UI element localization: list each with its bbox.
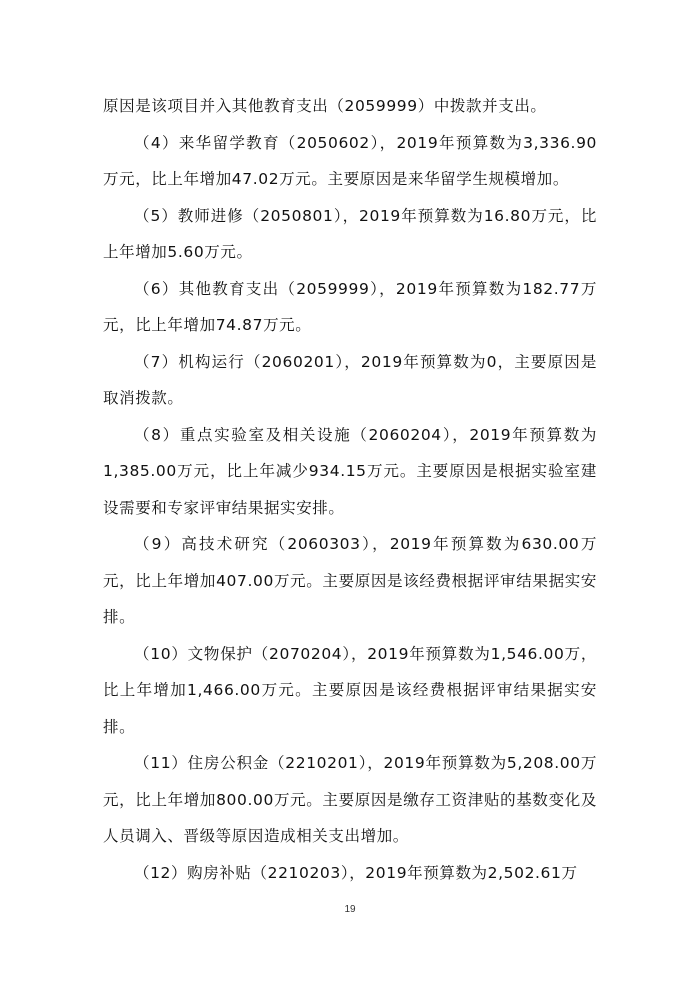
paragraph-item-7: （7）机构运行（2060201），2019年预算数为0，主要原因是取消拨款。 [103,352,597,407]
paragraph-item-5: （5）教师进修（2050801），2019年预算数为16.80万元，比上年增加5.60万元。 [103,206,597,261]
paragraph-item-6: （6）其他教育支出（2059999），2019年预算数为182.77万元，比上年增加74.87万元。 [103,279,597,334]
paragraph-item-4: （4）来华留学教育（2050602），2019年预算数为3,336.90万元，比上年增加47.02万元。主要原因是来华留学生规模增加。 [103,133,597,188]
paragraph-item-10: （10）文物保护（2070204），2019年预算数为1,546.00万，比上年增加1,466.00万元。主要原因是该经费根据评审结果据实安排。 [103,644,597,736]
paragraph-continuation: 原因是该项目并入其他教育支出（2059999）中拨款并支出。 [103,97,547,115]
paragraph-item-8: （8）重点实验室及相关设施（2060204），2019年预算数为1,385.00万元，比上年减少934.15万元。主要原因是根据实验室建设需要和专家评审结果据实安排。 [103,425,597,517]
page-number: 19 [344,904,356,915]
paragraph-item-9: （9）高技术研究（2060303），2019年预算数为630.00万元，比上年增加407.00万元。主要原因是该经费根据评审结果据实安排。 [103,535,597,626]
body-text [103,88,597,891]
paragraph-item-11: （11）住房公积金（2210201），2019年预算数为5,208.00万元，比上年增加800.00万元。主要原因是缴存工资津贴的基数变化及人员调入、晋级等原因造成相关支出增加。 [103,754,597,845]
paragraph-item-12: （12）购房补贴（2210203），2019年预算数为2,502.61万 [134,863,578,882]
